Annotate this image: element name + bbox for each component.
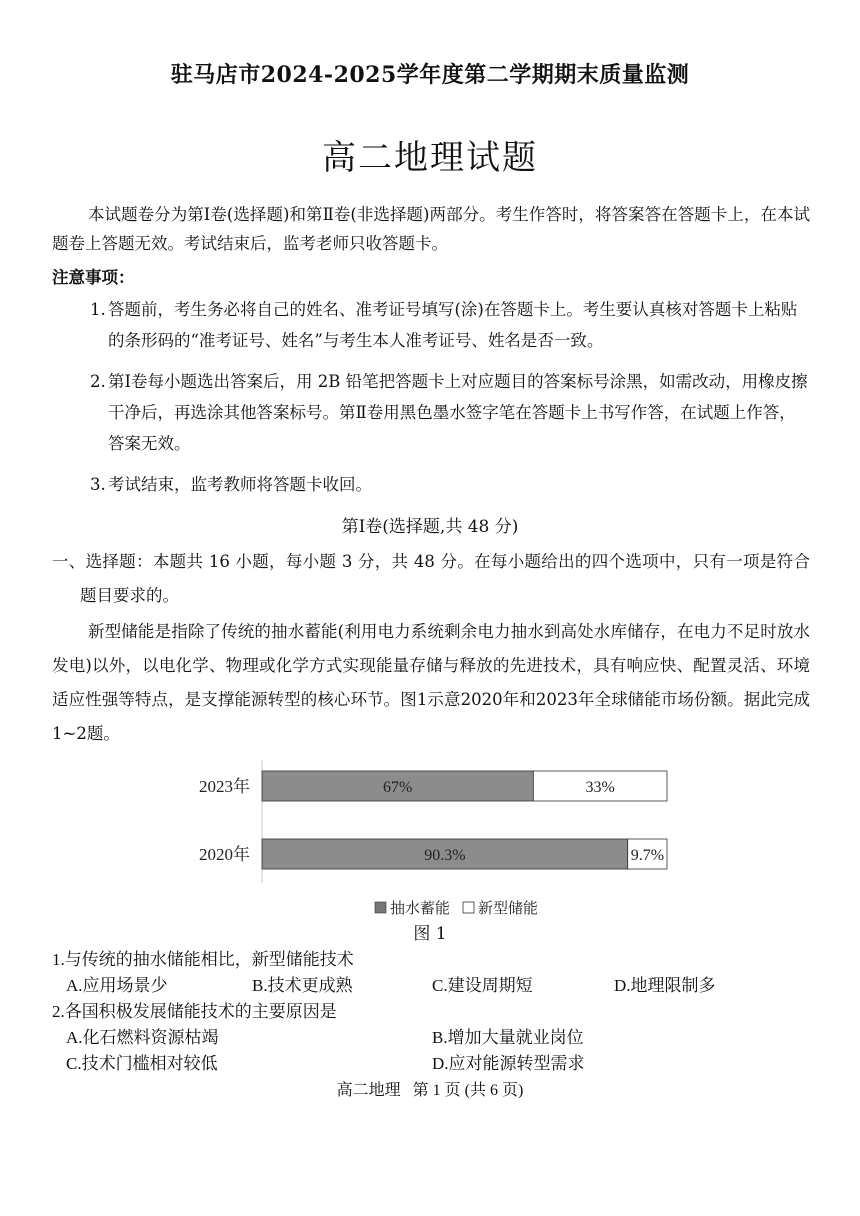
category-label: 2020年 — [199, 845, 250, 864]
notice-number: 2. — [90, 372, 106, 391]
bar-data-label: 9.7% — [630, 847, 665, 864]
category-label: 2023年 — [199, 777, 250, 796]
option-d: D.地理限制多 — [614, 976, 716, 995]
notice-text: 考试结束，监考教师将答题卡收回。 — [108, 475, 372, 494]
option-b: B.技术更成熟 — [252, 976, 353, 995]
legend-label-pumped: 抽水蓄能 — [390, 899, 451, 917]
intro-paragraph: 本试题卷分为第Ⅰ卷(选择题)和第Ⅱ卷(非选择题)两部分。考生作答时，将答案答在答题卡上，在本试题卷上答题无效。考试结束后，监考老师只收答题卡。 — [52, 205, 810, 253]
option-d: D.应对能源转型需求 — [432, 1054, 585, 1073]
option-a: A.应用场景少 — [66, 976, 168, 995]
bar-data-label: 90.3% — [424, 847, 466, 864]
exam-header: 驻马店市2024-2025学年度第二学期期末质量监测 — [170, 62, 690, 88]
chart-legend — [375, 899, 538, 917]
legend-swatch-pumped — [375, 902, 386, 913]
bar-data-label: 33% — [585, 779, 615, 796]
notice-text: 第Ⅰ卷每小题选出答案后，用 2B 铅笔把答题卡上对应题目的答案标号涂黑，如需改动，用橡皮擦干净后，再选涂其他答案标号。第Ⅱ卷用黑色墨水签字笔在答题卡上书写作答，在试题上作答，答案无效。 — [108, 372, 808, 453]
question-stem: 1.与传统的抽水储能相比，新型储能技术 — [52, 950, 354, 969]
option-c: C.技术门槛相对较低 — [66, 1054, 218, 1073]
bar-data-label: 67% — [383, 779, 413, 796]
notice-item — [90, 469, 810, 500]
notice-number: 1. — [90, 300, 106, 319]
option-c: C.建设周期短 — [432, 976, 533, 995]
option-b: B.增加大量就业岗位 — [432, 1028, 584, 1047]
notice-number: 3. — [90, 475, 106, 494]
notice-item — [90, 366, 810, 459]
page-footer: 高二地理 第 1 页 (共 6 页) — [336, 1082, 524, 1099]
figure-caption: 图 1 — [413, 924, 447, 944]
notice-text: 答题前，考生务必将自己的姓名、准考证号填写(涂)在答题卡上。考生要认真核对答题卡上粘贴的条形码的“准考证号、姓名”与考生本人准考证号、姓名是否一致。 — [108, 300, 798, 350]
section-instruction — [52, 545, 810, 613]
storage-share-chart — [180, 755, 700, 925]
legend-label-new: 新型储能 — [478, 899, 539, 917]
question-stem: 2.各国积极发展储能技术的主要原因是 — [52, 1002, 337, 1021]
section-title: 第Ⅰ卷(选择题,共 48 分) — [341, 517, 519, 537]
notice-item — [90, 294, 810, 356]
page-title: 高二地理试题 — [322, 138, 538, 178]
notice-heading: 注意事项： — [52, 268, 135, 287]
legend-swatch-new — [463, 902, 474, 913]
passage-paragraph: 新型储能是指除了传统的抽水蓄能(利用电力系统剩余电力抽水到高处水库储存，在电力不足时放水发电)以外，以电化学、物理或化学方式实现能量存储与释放的先进技术，具有响应快、配置灵活、环境适应性强等特点，是支撑能源转型的核心环节。图1示意2020年和2023年全球储能市场份额。据此完成1~2题。 — [52, 622, 810, 743]
option-a: A.化石燃料资源枯竭 — [66, 1028, 219, 1047]
section-instruction-text: 一、选择题：本题共 16 小题，每小题 3 分，共 48 分。在每小题给出的四个选项中，只有一项是符合题目要求的。 — [52, 552, 810, 605]
